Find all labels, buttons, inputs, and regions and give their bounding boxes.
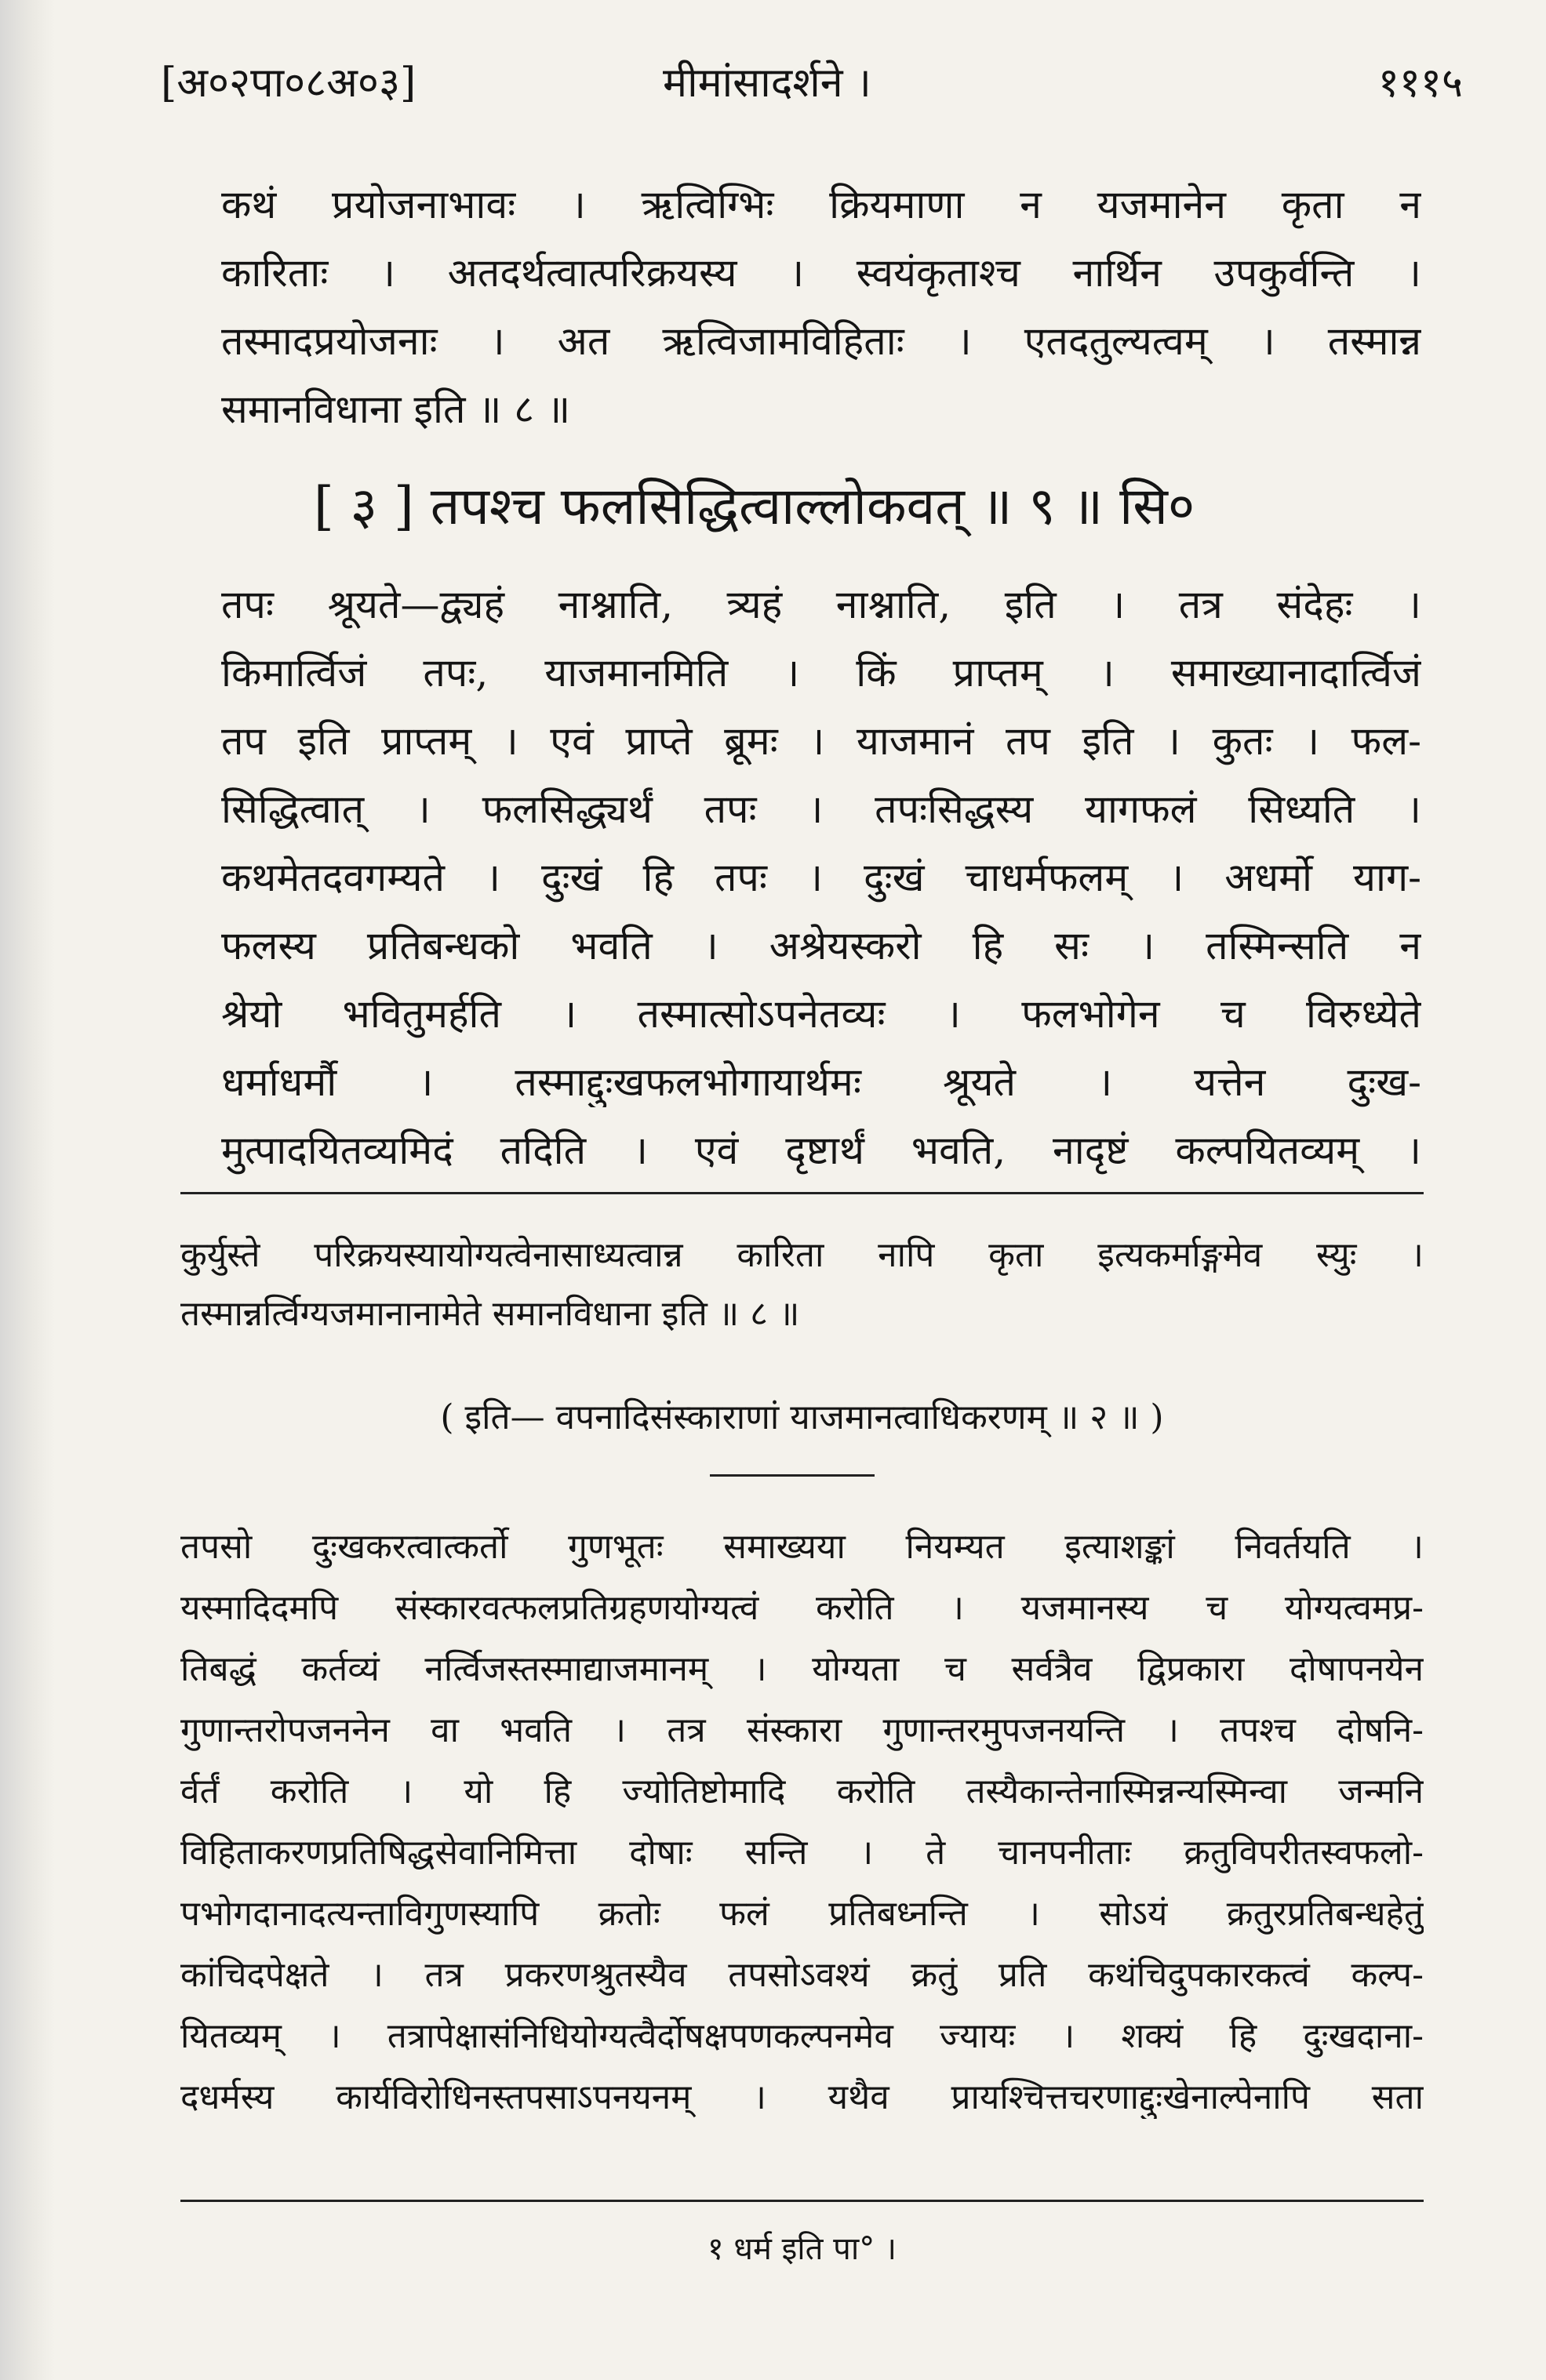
text-line: गुणान्तरोपजननेन वा भवति । तत्र संस्कारा गुणान्तरमुपजनयन्ति । तपश्च दोषनि-: [180, 1710, 1424, 1750]
text-line: तस्मादप्रयोजनाः । अत ऋत्विजामविहिताः । एतदतुल्यत्वम् । तस्मान्न: [221, 318, 1421, 364]
text-line: सिद्धित्वात् । फलसिद्ध्यर्थं तपः । तपःसिद्धस्य यागफलं सिध्यति ।: [221, 787, 1421, 832]
text-line: तस्मान्नर्त्विग्यजमानानामेते समानविधाना इति ॥ ८ ॥: [180, 1294, 800, 1334]
short-divider: [710, 1474, 875, 1477]
text-line: समानविधाना इति ॥ ८ ॥: [221, 387, 571, 432]
text-line: मुत्पादयितव्यमिदं तदिति । एवं दृष्टार्थं भवति, नादृष्टं कल्पयितव्यम् ।: [221, 1128, 1421, 1173]
page-edge-shadow: [0, 0, 55, 2380]
footnote: १ धर्म इति पा° ।: [707, 2231, 897, 2267]
running-header: [161, 53, 1463, 116]
footnote-divider: [180, 2200, 1424, 2202]
text-line: किमार्त्विजं तपः, याजमानमिति । किं प्राप्तम् । समाख्यानादार्त्विजं: [221, 650, 1421, 696]
adhikarana-end-note: ( इति— वपनादिसंस्काराणां याजमानत्वाधिकरणम् ॥ २ ॥ ): [440, 1397, 1164, 1437]
sutra-heading: [ ३ ] तपश्च फलसिद्धित्वाल्लोकवत् ॥ ९ ॥ सि०: [314, 476, 1195, 536]
text-line: फलस्य प्रतिबन्धको भवति । अश्रेयस्करो हि सः । तस्मिन्सति न: [221, 923, 1421, 968]
text-line: धर्माधर्मौ । तस्माद्दुःखफलभोगायार्थमः श्रूयते । यत्तेन दुःख-: [221, 1059, 1421, 1105]
text-line: दधर्मस्य कार्यविरोधिनस्तपसाऽपनयनम् । यथैव प्रायश्चित्तचरणाद्दुःखेनाल्पेनापि सता: [180, 2077, 1424, 2117]
section-divider: [180, 1192, 1424, 1194]
text-line: यस्मादिदमपि संस्कारवत्फलप्रतिग्रहणयोग्यत्वं करोति । यजमानस्य च योग्यत्वमप्र-: [180, 1588, 1424, 1628]
text-line: पभोगदानादत्यन्ताविगुणस्यापि क्रतोः फलं प्रतिबध्नन्ति । सोऽयं क्रतुरप्रतिबन्धहेतुं: [180, 1894, 1424, 1934]
text-line: कुर्युस्ते परिक्रयस्यायोग्यत्वेनासाध्यत्वान्न कारिता नापि कृता इत्यकर्माङ्गमेव स्युः ।: [180, 1235, 1424, 1275]
header-book-title: मीमांसादर्शने ।: [663, 60, 871, 107]
text-line: विहिताकरणप्रतिषिद्धसेवानिमित्ता दोषाः सन्ति । ते चानपनीताः क्रतुविपरीतस्वफलो-: [180, 1833, 1424, 1873]
text-line: तपः श्रूयते—द्व्यहं नाश्नाति, त्र्यहं नाश्नाति, इति । तत्र संदेहः ।: [221, 582, 1421, 627]
header-page-number: १११५: [1377, 60, 1463, 107]
text-line: कथमेतदवगम्यते । दुःखं हि तपः । दुःखं चाधर्मफलम् । अधर्मो याग-: [221, 855, 1421, 900]
text-line: र्वर्तं करोति । यो हि ज्योतिष्टोमादि करोति तस्यैकान्तेनास्मिन्नन्यस्मिन्वा जन्मनि: [180, 1771, 1424, 1811]
text-line: श्रेयो भवितुमर्हति । तस्मात्सोऽपनेतव्यः । फलभोगेन च विरुध्येते: [221, 991, 1421, 1037]
text-line: तिबद्धं कर्तव्यं नर्त्विजस्तस्माद्याजमानम् । योग्यता च सर्वत्रैव द्विप्रकारा दोषापनयेन: [180, 1649, 1424, 1689]
text-line: तप इति प्राप्तम् । एवं प्राप्ते ब्रूमः । याजमानं तप इति । कुतः । फल-: [221, 718, 1421, 764]
header-section-ref: [अ०२पा०८अ०३]: [161, 60, 417, 107]
text-line: यितव्यम् । तत्रापेक्षासंनिधियोग्यत्वैर्दोषक्षपणकल्पनमेव ज्यायः । शक्यं हि दुःखदाना-: [180, 2016, 1424, 2056]
text-line: कथं प्रयोजनाभावः । ऋत्विग्भिः क्रियमाणा न यजमानेन कृता न: [221, 182, 1421, 227]
text-line: तपसो दुःखकरत्वात्कर्तो गुणभूतः समाख्यया नियम्यत इत्याशङ्कां निवर्तयति ।: [180, 1527, 1424, 1567]
text-line: कांचिदपेक्षते । तत्र प्रकरणश्रुतस्यैव तपसोऽवश्यं क्रतुं प्रति कथंचिदुपकारकत्वं कल्प-: [180, 1955, 1424, 1995]
text-line: कारिताः । अतदर्थत्वात्परिक्रयस्य । स्वयंकृताश्च नार्थिन उपकुर्वन्ति ।: [221, 250, 1421, 296]
